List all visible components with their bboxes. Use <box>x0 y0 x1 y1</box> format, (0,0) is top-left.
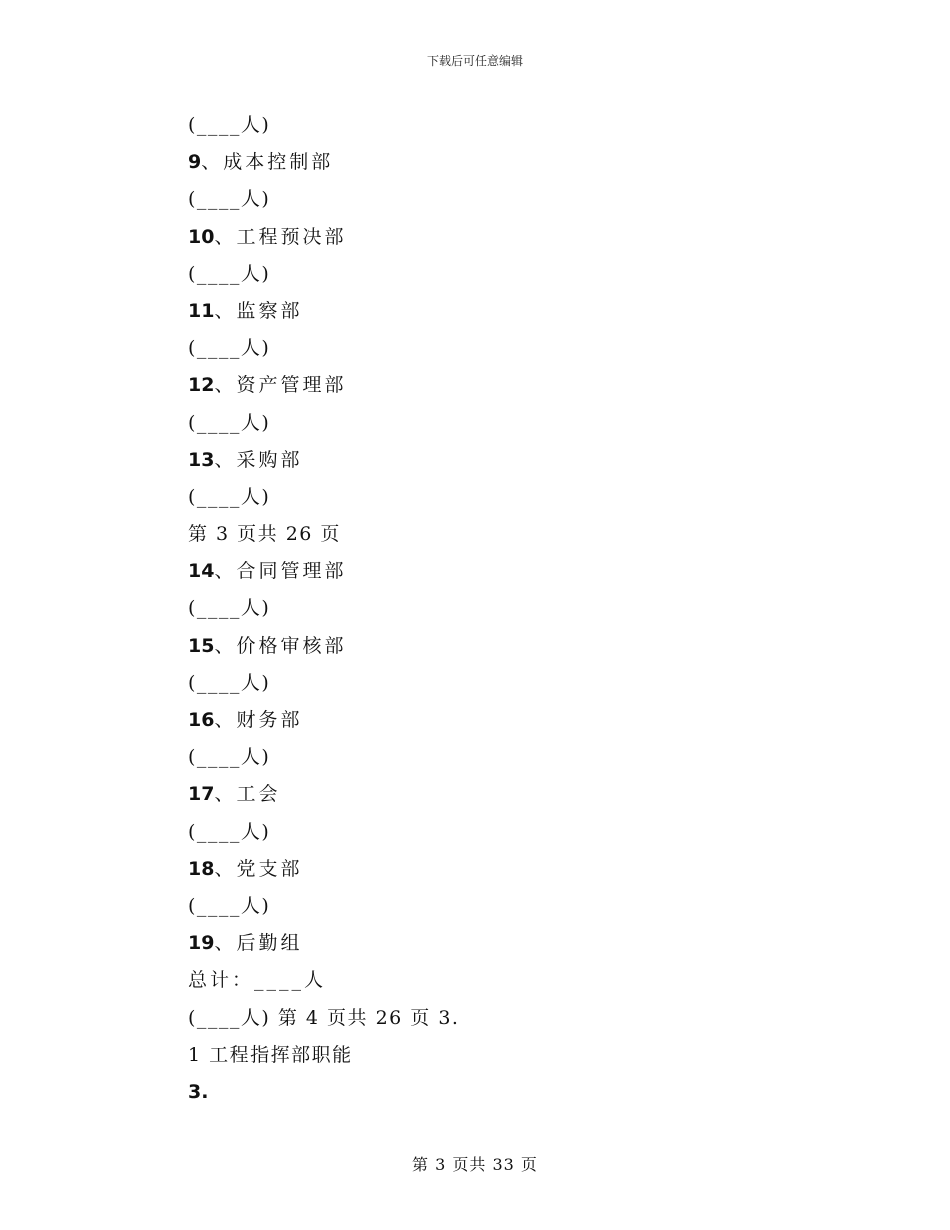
line-text: 、财务部 <box>214 709 303 731</box>
text-line <box>188 330 788 367</box>
list-item <box>188 293 788 330</box>
line-text: (____人) 第 4 页共 26 页 3. <box>188 1006 460 1029</box>
line-text: (____人) <box>188 597 271 620</box>
page-header: 下载后可任意编辑 <box>426 54 523 68</box>
line-text: 、工程预决部 <box>214 225 347 248</box>
line-text: (____人) <box>188 894 271 917</box>
line-number: 14 <box>188 560 215 583</box>
text-line <box>188 888 788 925</box>
line-text: (____人) <box>188 411 271 434</box>
list-item <box>188 702 788 739</box>
total-line <box>188 962 788 999</box>
line-number: 3. <box>188 1080 209 1103</box>
list-item <box>188 628 788 665</box>
line-text: 、工会 <box>214 783 281 806</box>
line-number: 19 <box>188 932 215 955</box>
text-line <box>188 814 788 851</box>
line-text: 总计：____人 <box>188 969 327 992</box>
line-text: 、采购部 <box>214 448 303 471</box>
line-text: 、价格审核部 <box>214 634 347 657</box>
line-number: 9 <box>188 151 202 174</box>
line-number: 12 <box>188 374 215 397</box>
list-item <box>188 367 788 404</box>
line-text: (____人) <box>188 671 271 694</box>
line-text: (____人) <box>188 337 271 360</box>
line-text: (____人) <box>188 262 271 285</box>
text-line <box>188 739 788 776</box>
page-footer: 第 3 页共 33 页 <box>412 1155 538 1174</box>
text-line <box>188 107 788 144</box>
section-heading <box>188 1037 788 1074</box>
line-text: 、监察部 <box>214 299 303 322</box>
section-number <box>188 1074 788 1111</box>
page-marker <box>188 516 788 553</box>
line-text: 、资产管理部 <box>214 374 347 397</box>
line-text: (____人) <box>188 746 271 769</box>
list-item <box>188 219 788 256</box>
line-text: 、党支部 <box>214 857 303 880</box>
list-item <box>188 442 788 479</box>
line-text: 、后勤组 <box>214 932 303 955</box>
text-line <box>188 665 788 702</box>
line-text: (____人) <box>188 485 271 508</box>
line-number: 10 <box>188 225 215 248</box>
text-line <box>188 479 788 516</box>
line-text: (____人) <box>188 114 271 136</box>
list-item <box>188 776 788 813</box>
list-item <box>188 144 788 181</box>
text-line <box>188 405 788 442</box>
text-line <box>188 181 788 218</box>
list-item <box>188 851 788 888</box>
line-text: 1 工程指挥部职能 <box>188 1043 353 1066</box>
line-number: 18 <box>188 857 215 880</box>
line-number: 11 <box>188 299 215 322</box>
line-number: 15 <box>188 634 215 657</box>
text-line <box>188 256 788 293</box>
document-body <box>188 107 788 1111</box>
line-text: 、成本控制部 <box>201 151 334 174</box>
list-item <box>188 553 788 590</box>
text-line <box>188 590 788 627</box>
line-number: 17 <box>188 783 215 806</box>
list-item <box>188 925 788 962</box>
line-text: 、合同管理部 <box>214 560 347 583</box>
line-number: 16 <box>188 709 215 731</box>
line-text: (____人) <box>188 188 271 211</box>
line-text: 第 3 页共 26 页 <box>188 523 341 546</box>
line-number: 13 <box>188 448 215 471</box>
line-text: (____人) <box>188 820 271 843</box>
text-line <box>188 1000 788 1037</box>
